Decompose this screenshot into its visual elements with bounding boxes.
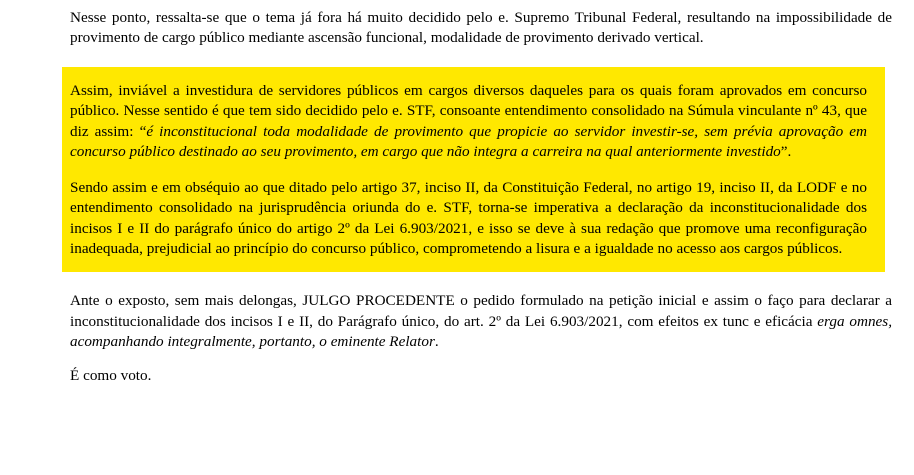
paragraph-block-dispositivo	[70, 291, 892, 352]
paragraph-block-intro	[70, 8, 892, 49]
paragraph-dispositivo-tail: .	[434, 333, 439, 351]
paragraph-sumula-lead: Assim, inviável a investidura de servidores públicos em cargos diversos daqueles para os quais foram aprovados em concurso público. Nesse sentido é que tem sido decidido pelo e. STF, consoante entendimento consolidado na Súmula vinculante nº 43, que diz assim: “	[70, 81, 867, 140]
paragraph-inconstitucionalidade: Sendo assim e em obséquio ao que ditado pelo artigo 37, inciso II, da Constituição Federal, no artigo 19, inciso II, da LODF e no entendimento consolidado na jurisprudência oriunda do e. STF, torna-se imperativa a declaração da inconstitucionalidade dos incisos I e II do parágrafo único do artigo 2º da Lei 6.903/2021, e isso se deve à sua redação que promove uma reconfiguração inadequada, prejudicial ao princípio do concurso público, comprometendo a lisura e a igualdade no acesso aos cargos públicos.	[70, 178, 867, 257]
paragraph-intro: Nesse ponto, ressalta-se que o tema já fora há muito decidido pelo e. Supremo Tribunal Federal, resultando na impossibilidade de provimento de cargo público mediante ascensão funcional, modalidade de provimento derivado vertical.	[70, 9, 892, 47]
paragraph-dispositivo	[70, 291, 892, 352]
paragraph-block-closing	[70, 366, 892, 386]
paragraph-dispositivo-italic: erga omnes, acompanhando integralmente, portanto, o eminente Relator	[70, 312, 892, 351]
paragraph-sumula-tail: ”.	[780, 143, 792, 161]
paragraph-dispositivo-lead: Ante o exposto, sem mais delongas, JULGO PROCEDENTE o pedido formulado na petição inicial e assim o faço para declarar a inconstitucionalidade dos incisos I e II, do Parágrafo único, do art. 2º da Lei 6.903/2021, com efeitos ex tunc e eficácia	[70, 292, 892, 330]
paragraph-sumula	[70, 81, 867, 163]
highlighted-passage	[62, 67, 885, 273]
paragraph-closing: É como voto.	[70, 366, 152, 384]
paragraph-sumula-quote: é inconstitucional toda modalidade de provimento que propicie ao servidor investir-se, sem prévia aprovação em concurso público destinado ao seu provimento, em cargo que não integra a carreira na qual anteriormente investido	[70, 122, 868, 161]
